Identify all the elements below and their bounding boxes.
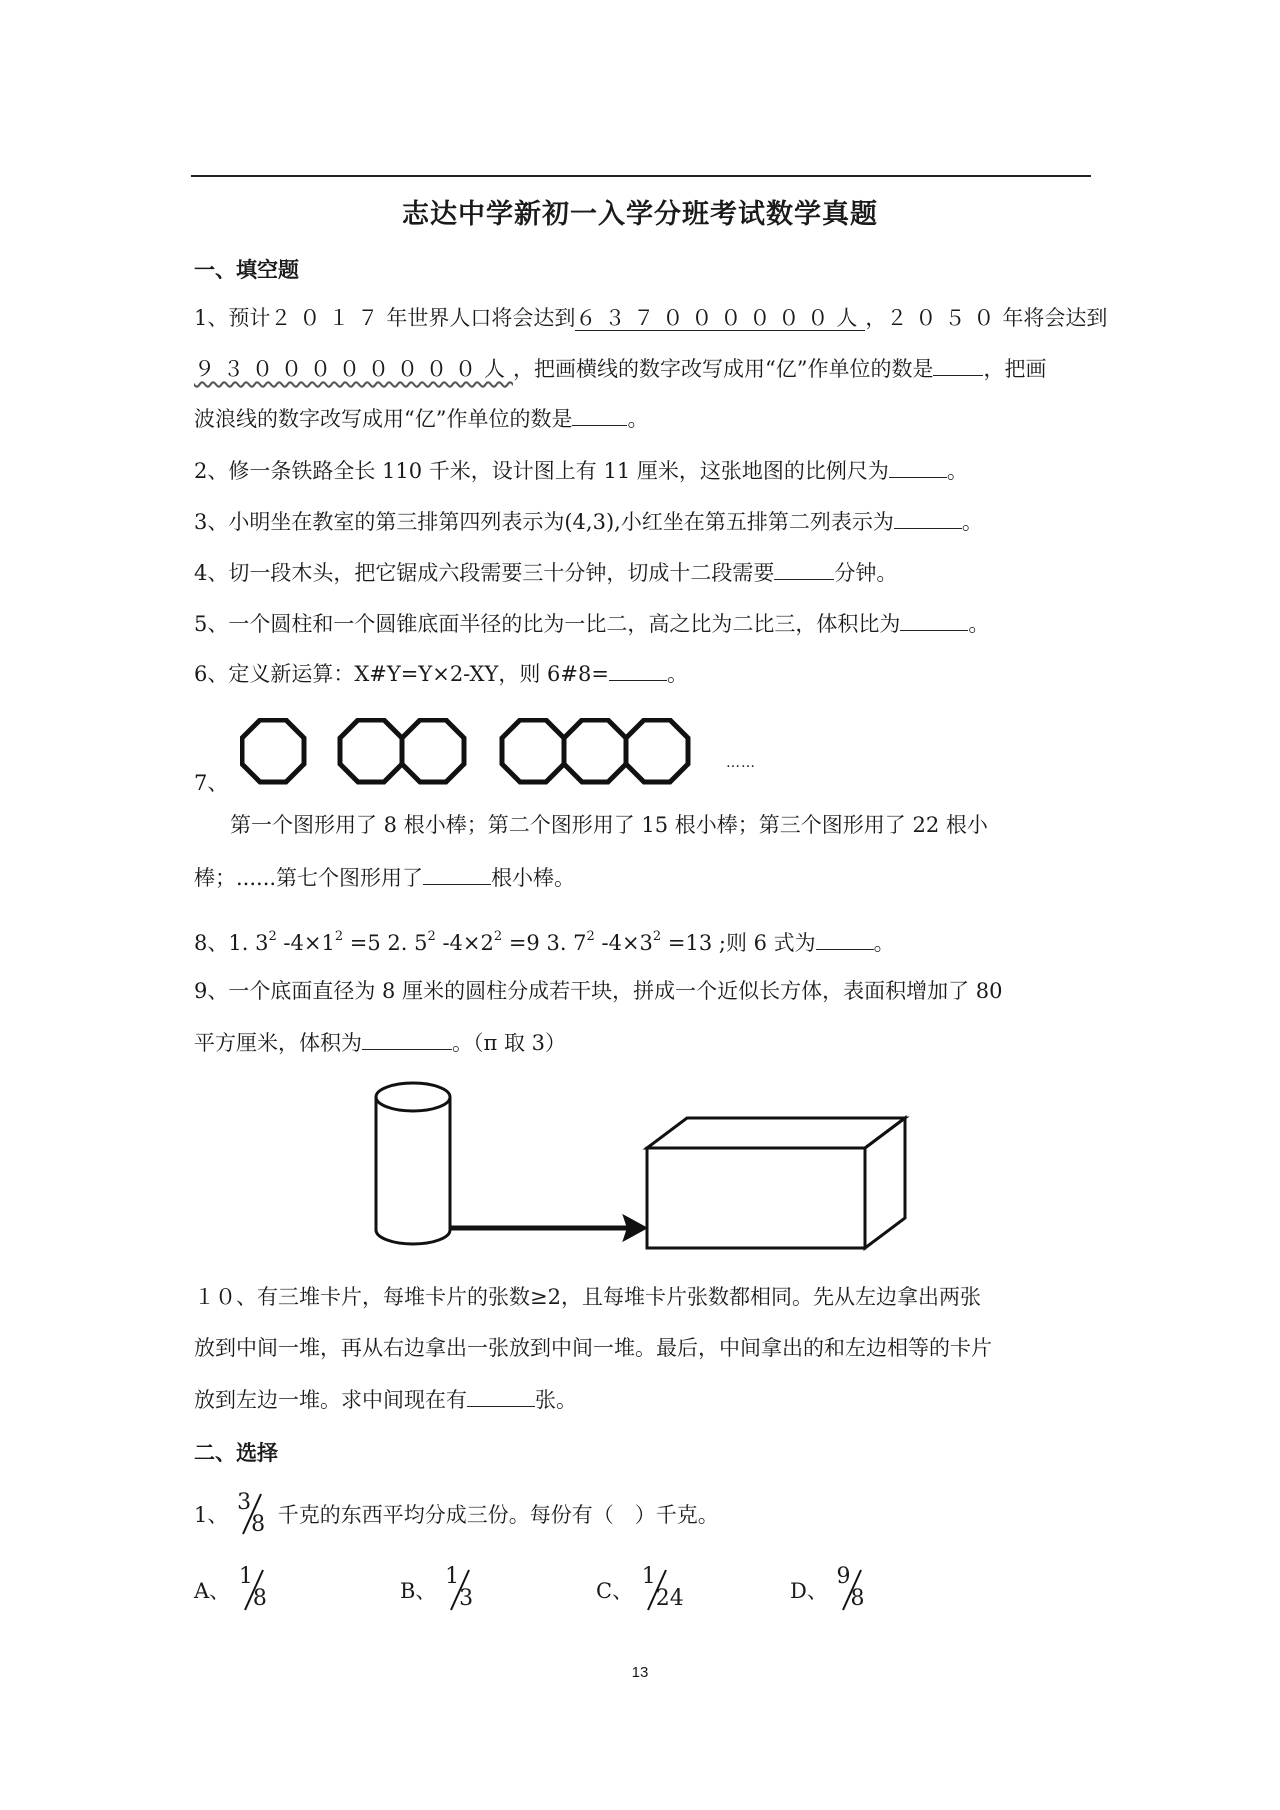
cuboid-side (865, 1118, 905, 1248)
q6-end: 。 (666, 662, 688, 686)
question-10-line-3 (194, 1384, 577, 1415)
q8-exponent: 2 (586, 929, 595, 944)
header-rule (191, 175, 1091, 177)
q1-year-2050: ２０５０ (886, 306, 1003, 330)
q1-text-b: 年世界人口将会达到 (386, 306, 576, 330)
q3-answer-blank[interactable] (894, 506, 962, 529)
option-label: A、 (194, 1579, 231, 1603)
fraction-denominator: 3 (459, 1586, 474, 1611)
question-10-line-2: 放到中间一堆，再从右边拿出一张放到中间一堆。最后，中间拿出的和左边相等的卡片 (194, 1336, 992, 1360)
cylinder-bottom (376, 1230, 450, 1244)
q8-exponent: 2 (493, 929, 503, 944)
q10-end: 张。 (535, 1388, 577, 1412)
q8-part: =5 2. 5 (343, 931, 428, 955)
option-a[interactable] (194, 1564, 273, 1612)
q4-end: 分钟。 (834, 561, 898, 585)
q2-answer-blank[interactable] (889, 455, 947, 478)
q1-text-f: ，把画 (983, 357, 1047, 381)
q5-end: 。 (968, 612, 990, 636)
page-title: 志达中学新初一入学分班考试数学真题 (402, 199, 878, 230)
fraction-numerator: 1 (238, 1564, 253, 1589)
q8-part: 1. 3 (228, 931, 269, 955)
fraction-denominator: 8 (850, 1586, 865, 1611)
c1-text: 千克的东西平均分成三份。每份有（ ）千克。 (277, 1503, 719, 1527)
q8-exponent: 2 (268, 929, 277, 944)
q1-underlined-number: ６３７００００００人 (575, 306, 866, 330)
fraction-numerator: 1 (445, 1564, 460, 1589)
q7-text-2: 棒；......第七个图形用了 (194, 866, 424, 890)
q1-text-e: ，把画横线的数字改写成用“亿”作单位的数是 (513, 357, 934, 381)
q7-answer-blank[interactable] (423, 862, 491, 885)
q8-number: 8、 (194, 931, 229, 955)
octagon-shape (626, 720, 688, 782)
q1-answer-blank-2[interactable] (572, 403, 627, 426)
fraction-denominator: 8 (251, 1512, 266, 1537)
q1-wavy-number: ９３００００００００人 (194, 357, 513, 381)
q1-year-2017: ２０１７ (270, 306, 387, 330)
q8-part: =9 3. 7 (502, 931, 587, 955)
q8-end: 。 (873, 931, 895, 955)
q7-continuation-dots: …… (726, 755, 756, 771)
q1-text-g: 波浪线的数字改写成用“亿”作单位的数是 (194, 407, 573, 431)
q9-text-b: 平方厘米，体积为 (194, 1031, 362, 1055)
fraction-denominator: 24 (655, 1586, 684, 1611)
q5-text: 5、一个圆柱和一个圆锥底面半径的比为一比二，高之比为二比三，体积比为 (194, 612, 901, 636)
option-c-fraction (640, 1564, 688, 1612)
q10-text-c: 放到左边一堆。求中间现在有 (194, 1388, 467, 1412)
question-10-line-1: １０、有三堆卡片，每堆卡片的张数≥2，且每堆卡片张数都相同。先从左边拿出两张 (194, 1285, 981, 1309)
fraction-numerator: 3 (237, 1490, 252, 1515)
q2-text: 2、修一条铁路全长 110 千米，设计图上有 11 厘米，这张地图的比例尺为 (194, 459, 889, 483)
q8-answer-blank[interactable] (816, 927, 874, 950)
octagon-shape (402, 720, 464, 782)
question-9-line-2 (194, 1027, 566, 1058)
question-1-line-3 (194, 403, 648, 434)
q8-part: -4×3 (594, 931, 653, 955)
q1-text-a: 1、预计 (194, 306, 271, 330)
q6-text: 6、定义新运算：X#Y=Y×2-XY，则 6#8= (194, 662, 609, 686)
fraction-numerator: 1 (641, 1564, 656, 1589)
q10-answer-blank[interactable] (467, 1384, 535, 1407)
option-c[interactable] (596, 1564, 688, 1612)
page-number: 13 (631, 1664, 649, 1681)
question-4 (194, 557, 897, 588)
question-1-line-2 (194, 353, 1046, 384)
question-5 (194, 608, 989, 639)
q5-answer-blank[interactable] (900, 608, 968, 631)
cuboid-top (647, 1118, 905, 1148)
question-6 (194, 658, 688, 689)
choice-question-1 (194, 1492, 719, 1536)
q3-text: 3、小明坐在教室的第三排第四列表示为(4,3),小红坐在第五排第二列表示为 (194, 510, 894, 534)
octagon-sequence-figure (240, 718, 800, 798)
q8-part: =13 ;则 6 式为 (661, 931, 816, 955)
option-d[interactable] (790, 1564, 871, 1612)
question-2 (194, 455, 968, 486)
question-3 (194, 506, 983, 537)
octagon-shape (340, 720, 402, 782)
cylinder-to-cuboid-figure (370, 1080, 910, 1255)
q9-answer-blank[interactable] (362, 1027, 452, 1050)
question-9-line-1: 9、一个底面直径为 8 厘米的圆柱分成若干块，拼成一个近似长方体，表面积增加了 80 (194, 979, 1003, 1003)
octagon-shape (502, 720, 564, 782)
question-7-text-2 (194, 862, 575, 893)
c1-fraction (235, 1492, 271, 1536)
option-label: D、 (790, 1579, 828, 1603)
cuboid-front (647, 1148, 865, 1248)
q4-answer-blank[interactable] (774, 557, 834, 580)
q8-part: -4×2 (435, 931, 494, 955)
octagon-shape (564, 720, 626, 782)
q8-part: -4×1 (276, 931, 335, 955)
octagon-shape (242, 720, 304, 782)
transform-arrow-head (624, 1216, 646, 1240)
c1-number: 1、 (194, 1503, 229, 1527)
q6-answer-blank[interactable] (609, 658, 667, 681)
q1-text-d: 年将会达到 (1002, 306, 1108, 330)
fraction-denominator: 8 (252, 1586, 267, 1611)
question-7-number: 7、 (194, 771, 229, 795)
q4-text: 4、切一段木头，把它锯成六段需要三十分钟，切成十二段需要 (194, 561, 775, 585)
cylinder-top (376, 1083, 450, 1111)
q8-exponent: 2 (652, 929, 662, 944)
option-b-fraction (443, 1564, 479, 1612)
option-d-fraction (835, 1564, 871, 1612)
option-label: B、 (400, 1579, 437, 1603)
option-b[interactable] (400, 1564, 479, 1612)
section-heading-choice: 二、选择 (194, 1441, 278, 1465)
option-a-fraction (237, 1564, 273, 1612)
q7-text-3: 根小棒。 (491, 866, 576, 890)
q8-exponent: 2 (427, 929, 436, 944)
q1-answer-blank-1[interactable] (933, 353, 983, 376)
section-heading-fill-in: 一、填空题 (194, 258, 299, 282)
q8-exponent: 2 (334, 929, 344, 944)
question-7-text-1: 第一个图形用了 8 根小棒；第二个图形用了 15 根小棒；第三个图形用了 22 根小 (230, 813, 988, 837)
option-label: C、 (596, 1579, 634, 1603)
q2-end: 。 (946, 459, 968, 483)
q1-text-h: 。 (627, 407, 649, 431)
q9-text-c: 。（π 取 3） (452, 1031, 567, 1055)
q3-end: 。 (961, 510, 983, 534)
fraction-numerator: 9 (836, 1564, 851, 1589)
q1-text-c: ， (865, 306, 887, 330)
question-8 (194, 922, 895, 958)
question-1-line-1 (194, 303, 1107, 333)
